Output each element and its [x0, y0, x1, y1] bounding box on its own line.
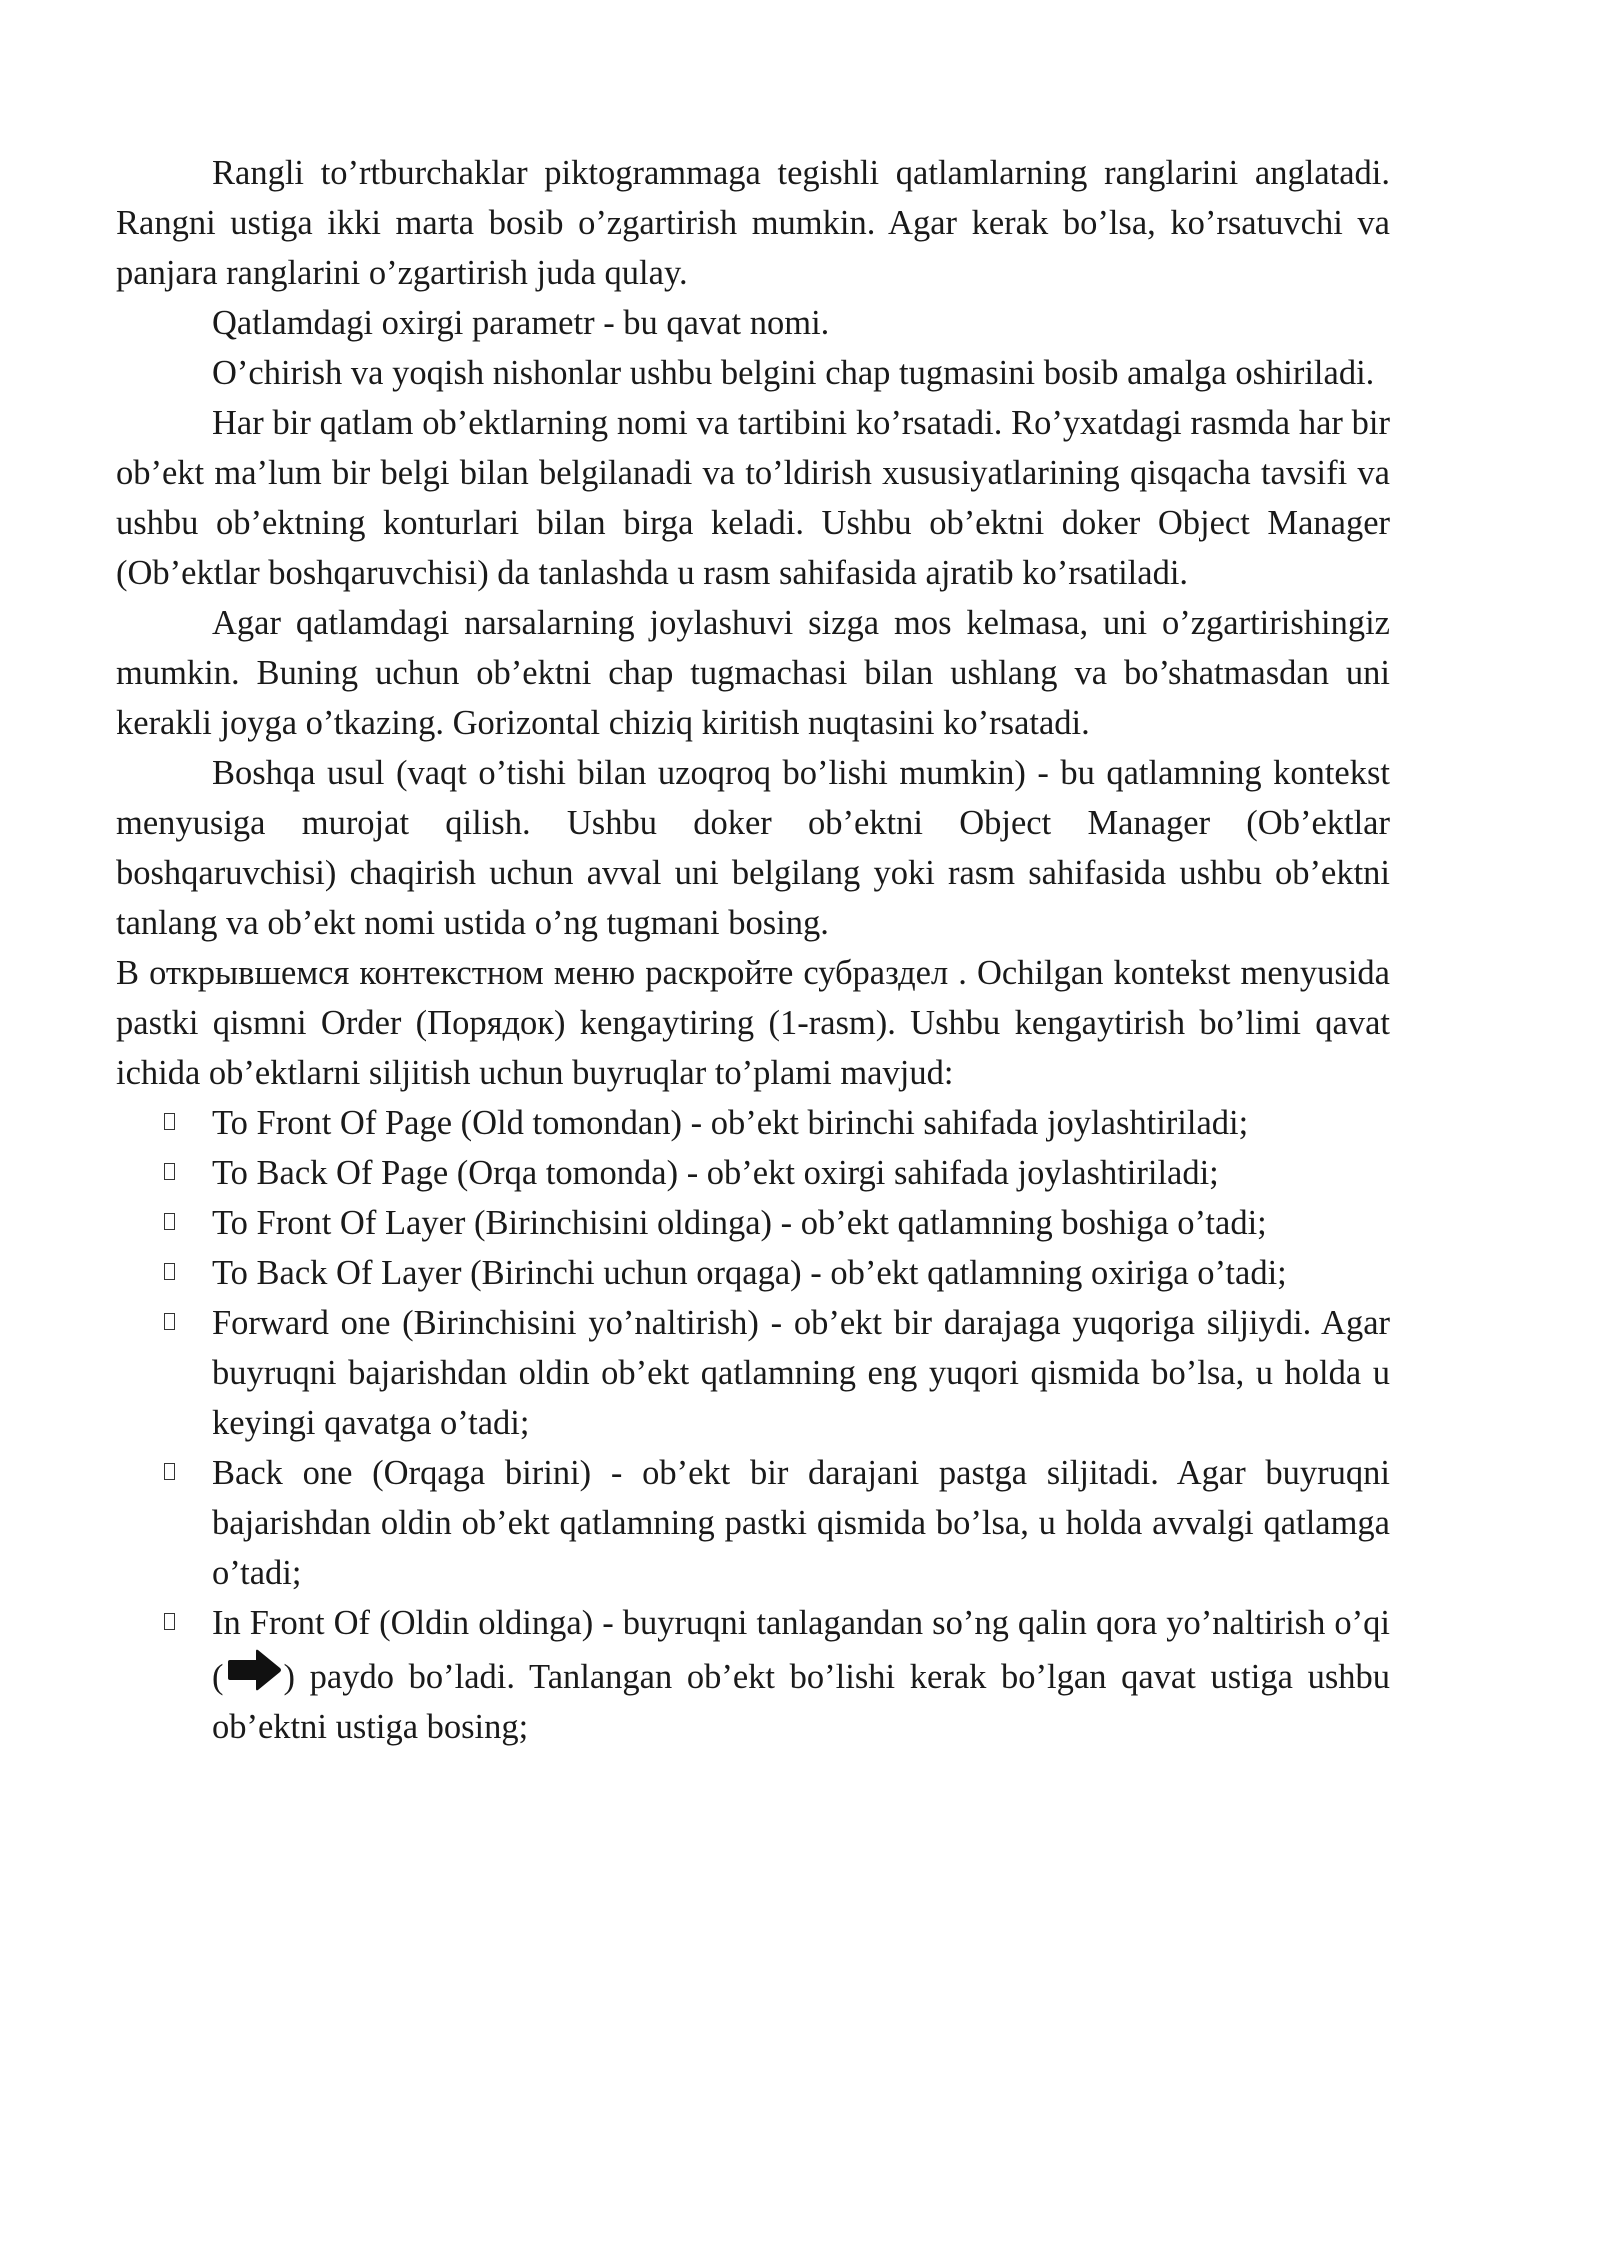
- paragraph-object-list: Har bir qatlam ob’ektlarning nomi va tartibini ko’rsatadi. Ro’yxatdagi rasmda har bir ob’ekt ma’lum bir belgi bilan belgilanadi va to’ldirish xususiyatlarining qisqacha tavsifi va ushbu ob’ektning konturlari bilan birga keladi. Ushbu ob’ektni doker Object Manager (Ob’ektlar boshqaruvchisi) da tanlashda u rasm sahifasida ajratib ko’rsatiladi.: [116, 404, 1390, 592]
- list-item: [116, 1598, 1390, 1752]
- list-item-text: To Front Of Layer (Birinchisini oldinga) - ob’ekt qatlamning boshiga o’tadi;: [212, 1204, 1267, 1242]
- document-page: [116, 148, 1390, 1752]
- list-item-text-after: ) paydo bo’ladi. Tanlangan ob’ekt bo’lishi kerak bo’lgan qavat ustiga ushbu ob’ektni ustiga bosing;: [212, 1658, 1390, 1746]
- list-item: [116, 1448, 1390, 1598]
- bullet-box-icon: [164, 1463, 175, 1480]
- list-item-text: To Back Of Layer (Birinchi uchun orqaga) - ob’ekt qatlamning oxiriga o’tadi;: [212, 1254, 1287, 1292]
- bullet-box-icon: [164, 1263, 175, 1280]
- list-item: [116, 1248, 1390, 1298]
- paragraph-layer-name: Qatlamdagi oxirgi parametr - bu qavat nomi.: [212, 304, 830, 342]
- list-item-text: To Back Of Page (Orqa tomonda) - ob’ekt oxirgi sahifada joylashtiriladi;: [212, 1154, 1219, 1192]
- bullet-box-icon: [164, 1613, 175, 1630]
- list-item-text-before: In Front Of (Oldin oldinga) - buyruqni tanlagandan so’ng qalin qora yo’naltirish o’qi (: [212, 1604, 1390, 1696]
- bullet-box-icon: [164, 1163, 175, 1180]
- paragraph-context-menu: Boshqa usul (vaqt o’tishi bilan uzoqroq bo’lishi mumkin) - bu qatlamning kontekst menyusiga murojat qilish. Ushbu doker ob’ektni Object Manager (Ob’ektlar boshqaruvchisi) chaqirish uchun avval uni belgilang yoki rasm sahifasida ushbu ob’ektni tanlang va ob’ekt nomi ustida o’ng tugmani bosing.: [116, 754, 1390, 942]
- bullet-box-icon: [164, 1113, 175, 1130]
- list-item-text: To Front Of Page (Old tomondan) - ob’ekt birinchi sahifada joylashtiriladi;: [212, 1104, 1249, 1142]
- order-commands-list: [116, 1098, 1390, 1752]
- list-item: [116, 1098, 1390, 1148]
- paragraph-visibility: O’chirish va yoqish nishonlar ushbu belgini chap tugmasini bosib amalga oshiriladi.: [212, 354, 1375, 392]
- bullet-box-icon: [164, 1213, 175, 1230]
- list-item: [116, 1298, 1390, 1448]
- bullet-box-icon: [164, 1313, 175, 1330]
- paragraph-reorder: Agar qatlamdagi narsalarning joylashuvi sizga mos kelmasa, uni o’zgartirishingiz mumkin. Buning uchun ob’ektni chap tugmachasi bilan ushlang va bo’shatmasdan uni kerakli joyga o’tkazing. Gorizontal chiziq kiritish nuqtasini ko’rsatadi.: [116, 604, 1390, 742]
- list-item: [116, 1198, 1390, 1248]
- list-item: [116, 1148, 1390, 1198]
- list-item-text: Back one (Orqaga birini) - ob’ekt bir darajani pastga siljitadi. Agar buyruqni bajarishdan oldin ob’ekt qatlamning pastki qismida bo’lsa, u holda avvalgi qatlamga o’tadi;: [212, 1454, 1390, 1592]
- paragraph-order-submenu: В открывшемся контекстном меню раскройте субраздел . Ochilgan kontekst menyusida pastki qismni Order (Порядок) kengaytiring (1-rasm). Ushbu kengaytirish bo’limi qavat ichida ob’ektlarni siljitish uchun buyruqlar to’plami mavjud:: [116, 954, 1390, 1092]
- paragraph-layer-colors: Rangli to’rtburchaklar piktogrammaga tegishli qatlamlarning ranglarini anglatadi. Rangni ustiga ikki marta bosib o’zgartirish mumkin. Agar kerak bo’lsa, ko’rsatuvchi va panjara ranglarini o’zgartirish juda qulay.: [116, 154, 1390, 292]
- list-item-text: Forward one (Birinchisini yo’naltirish) - ob’ekt bir darajaga yuqoriga siljiydi. Agar buyruqni bajarishdan oldin ob’ekt qatlamning eng yuqori qismida bo’lsa, u holda u keyingi qavatga o’tadi;: [212, 1304, 1390, 1442]
- right-arrow-icon: [226, 1648, 282, 1692]
